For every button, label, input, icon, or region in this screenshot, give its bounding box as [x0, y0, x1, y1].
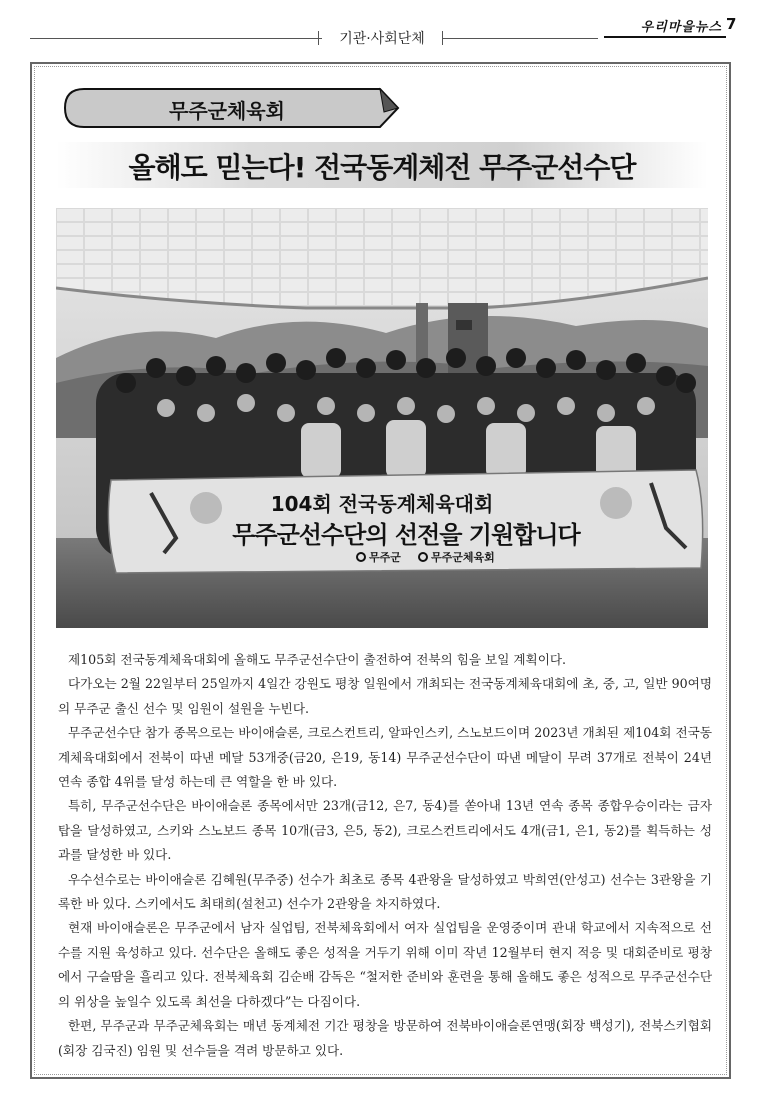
banner-title: 104회 전국동계체육대회: [270, 492, 494, 516]
article-paragraph: 특히, 무주군선수단은 바이애슬론 종목에서만 23개(금12, 은7, 동4)를 쏟아내 13년 연속 종목 종합우승이라는 금자탑을 달성하였고, 스키와 스노보드 종목 10개(금3, 은5, 동2), 크로스컨트리에서도 4개(금1, 은1, 동2)를 획득하는 성과를 달성한 바 있다.: [58, 798, 712, 863]
sports-council-emblem-icon: [418, 552, 428, 562]
article-body: [58, 648, 712, 1063]
county-emblem-icon: [356, 552, 366, 562]
article-paragraph: 한편, 무주군과 무주군체육회는 매년 동계체전 기간 평창을 방문하여 전북바이애슬론연맹(회장 백성기), 전북스키협회(회장 김국진) 임원 및 선수들을 격려 방문하고 있다.: [58, 1018, 712, 1058]
team-photo-illustration: [56, 208, 708, 628]
header-rule-left: [30, 38, 322, 39]
headline: 올해도 믿는다! 전국동계체전 무주군선수단: [128, 151, 636, 184]
page-number: 7: [726, 15, 737, 33]
section-label: 기관·사회단체: [339, 31, 425, 47]
article-paragraph: 다가오는 2월 22일부터 25일까지 4일간 강원도 평창 일원에서 개최되는 전국동계체육대회에 초, 중, 고, 일반 90여명의 무주군 출신 선수 및 임원이 설원을 누빈다.: [58, 676, 712, 716]
header-rule-right: [442, 38, 598, 39]
article-paragraph: 현재 바이애슬론은 무주군에서 남자 실업팀, 전북체육회에서 여자 실업팀을 운영중이며 관내 학교에서 지속적으로 선수를 지원 육성하고 있다. 선수단은 올해도 좋은 성적을 거두기 위해 이미 작년 12월부터 현지 적응 및 대회준비로 평창에서 구슬땀을 흘리고 있다. 전북체육회 김순배 감독은 “철저한 준비와 훈련을 통해 올해도 좋은 성적으로 무주군선수단의 위상을 높일수 있도록 최선을 다하겠다”는 다짐이다.: [58, 920, 712, 1009]
banner-org1-label: 무주군: [369, 551, 401, 564]
banner-subtitle: 무주군선수단의 선전을 기원합니다: [232, 521, 580, 549]
team-photo: [56, 208, 708, 628]
banner-org-muju-county: [356, 549, 416, 565]
organization-tab: [62, 86, 402, 130]
article-paragraph: 무주군선수단 참가 종목으로는 바이애슬론, 크로스컨트리, 알파인스키, 스노보드이며 2023년 개최된 제104회 전국동계체육대회에서 전북이 따낸 메달 53개중(금20, 은19, 동14) 무주군선수단이 따낸 메달이 무려 37개로 전북이 24년 연속 종합 4위를 달성 하는데 큰 역할을 한 바 있다.: [58, 725, 712, 790]
header-rule-tick-left: [318, 31, 319, 45]
organization-name: 무주군체육회: [169, 99, 285, 123]
newspaper-name: 우리마을뉴스: [640, 20, 722, 35]
newspaper-name-underline: [604, 36, 726, 38]
banner-org2-label: 무주군체육회: [431, 551, 495, 564]
article-paragraph: 제105회 전국동계체육대회에 올해도 무주군선수단이 출전하여 전북의 힘을 보일 계획이다.: [68, 652, 567, 667]
article-paragraph: 우수선수로는 바이애슬론 김혜원(무주중) 선수가 최초로 종목 4관왕을 달성하였고 박희연(안성고) 선수는 3관왕을 기록한 바 있다. 스키에서도 최태희(설천고) 선수가 2관왕을 차지하였다.: [58, 871, 712, 912]
banner-org-sports-council: [418, 549, 508, 565]
